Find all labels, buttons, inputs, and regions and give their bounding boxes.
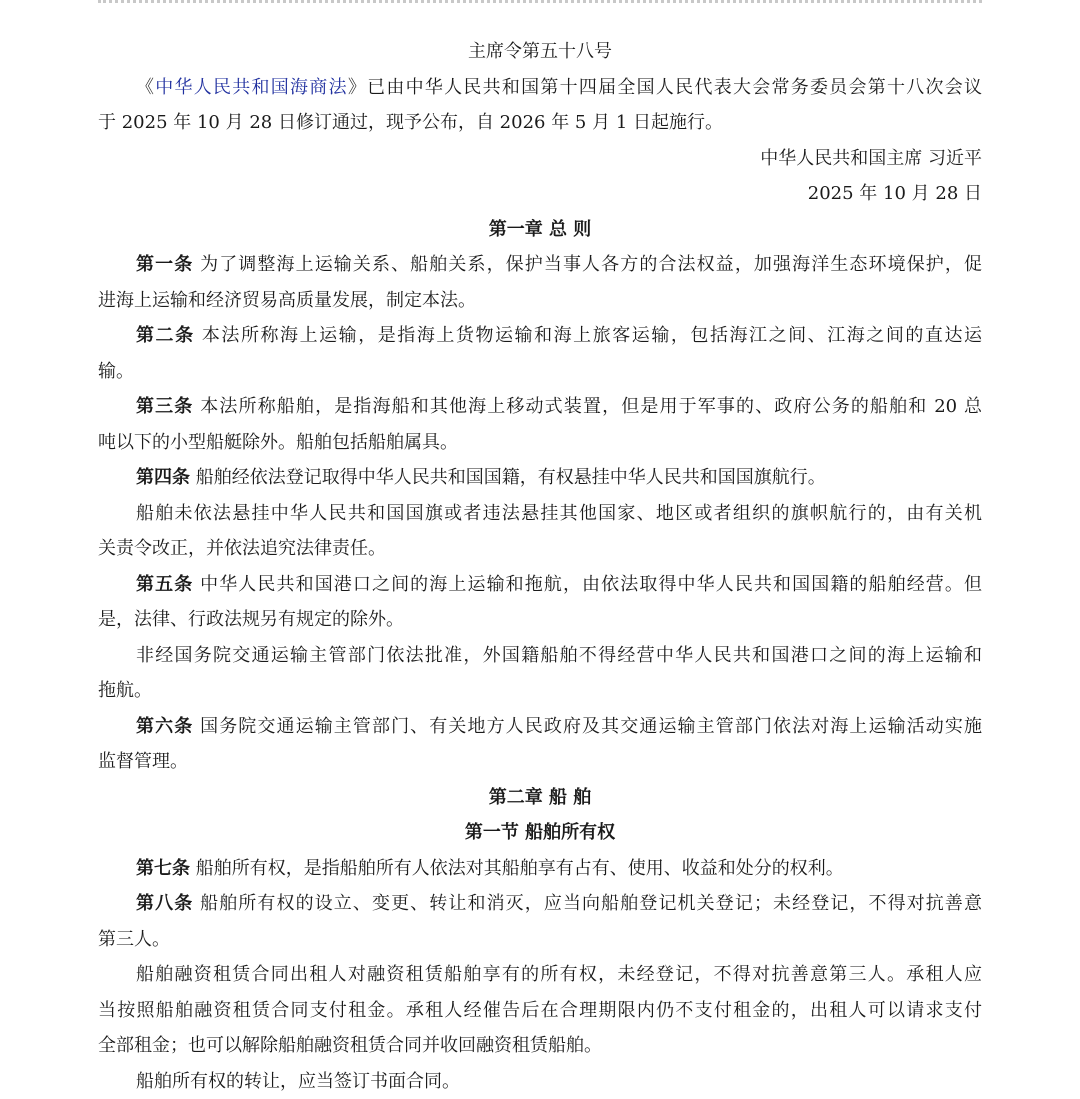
article-5-para-2-line-1: 非经国务院交通运输主管部门依法批准，外国籍船舶不得经营中华人民共和国港口之间的海上运输和	[98, 638, 982, 674]
chapter-1-heading: 第一章 总 则	[98, 212, 982, 248]
article-1-line-1: 第一条 为了调整海上运输关系、船舶关系，保护当事人各方的合法权益，加强海洋生态环境保护，促	[98, 247, 982, 283]
signature: 中华人民共和国主席 习近平	[98, 141, 982, 177]
article-8-label: 第八条	[136, 893, 193, 914]
article-5-label: 第五条	[136, 574, 193, 595]
article-5-para-2-line-2: 拖航。	[98, 673, 982, 709]
section-1-heading: 第一节 船舶所有权	[98, 815, 982, 851]
preamble-line-2: 于 2025 年 10 月 28 日修订通过，现予公布，自 2026 年 5 月 1 日起施行。	[98, 105, 982, 141]
article-4-para-2-line-2: 关责令改正，并依法追究法律责任。	[98, 531, 982, 567]
article-8-line-2: 第三人。	[98, 922, 982, 958]
article-3-label: 第三条	[136, 396, 193, 417]
document-body	[98, 34, 982, 1099]
top-dotted-divider	[98, 0, 982, 3]
order-title: 主席令第五十八号	[98, 34, 982, 70]
article-4-line-1: 第四条 船舶经依法登记取得中华人民共和国国籍，有权悬挂中华人民共和国国旗航行。	[98, 460, 982, 496]
article-2-label: 第二条	[136, 325, 195, 346]
preamble-line-1: 《中华人民共和国海商法》已由中华人民共和国第十四届全国人民代表大会常务委员会第十八次会议	[98, 70, 982, 106]
article-3-line-2: 吨以下的小型船艇除外。船舶包括船舶属具。	[98, 425, 982, 461]
article-6-line-2: 监督管理。	[98, 744, 982, 780]
article-1-label: 第一条	[136, 254, 193, 275]
article-8-para-2-line-2: 当按照船舶融资租赁合同支付租金。承租人经催告后在合理期限内仍不支付租金的，出租人可以请求支付	[98, 993, 982, 1029]
article-6-line-1: 第六条 国务院交通运输主管部门、有关地方人民政府及其交通运输主管部门依法对海上运输活动实施	[98, 709, 982, 745]
article-7-line-1: 第七条 船舶所有权，是指船舶所有人依法对其船舶享有占有、使用、收益和处分的权利。	[98, 851, 982, 887]
article-8-line-1: 第八条 船舶所有权的设立、变更、转让和消灭，应当向船舶登记机关登记；未经登记，不得对抗善意	[98, 886, 982, 922]
article-2-line-2: 输。	[98, 354, 982, 390]
article-5-line-1: 第五条 中华人民共和国港口之间的海上运输和拖航，由依法取得中华人民共和国国籍的船舶经营。但	[98, 567, 982, 603]
article-7-label: 第七条	[136, 858, 190, 879]
article-8-para-3-line-1: 船舶所有权的转让，应当签订书面合同。	[98, 1064, 982, 1099]
article-3-line-1: 第三条 本法所称船舶，是指海船和其他海上移动式装置，但是用于军事的、政府公务的船舶和 20 总	[98, 389, 982, 425]
article-8-para-2-line-1: 船舶融资租赁合同出租人对融资租赁船舶享有的所有权，未经登记，不得对抗善意第三人。承租人应	[98, 957, 982, 993]
article-1-line-2: 进海上运输和经济贸易高质量发展，制定本法。	[98, 283, 982, 319]
promulgation-date: 2025 年 10 月 28 日	[98, 176, 982, 212]
article-8-para-2-line-3: 全部租金；也可以解除船舶融资租赁合同并收回融资租赁船舶。	[98, 1028, 982, 1064]
article-4-label: 第四条	[136, 467, 190, 488]
article-2-line-1: 第二条 本法所称海上运输，是指海上货物运输和海上旅客运输，包括海江之间、江海之间的直达运	[98, 318, 982, 354]
chapter-2-heading: 第二章 船 舶	[98, 780, 982, 816]
law-name-link[interactable]: 中华人民共和国海商法	[155, 77, 348, 98]
article-4-para-2-line-1: 船舶未依法悬挂中华人民共和国国旗或者违法悬挂其他国家、地区或者组织的旗帜航行的，由有关机	[98, 496, 982, 532]
article-5-line-2: 是，法律、行政法规另有规定的除外。	[98, 602, 982, 638]
article-6-label: 第六条	[136, 716, 193, 737]
